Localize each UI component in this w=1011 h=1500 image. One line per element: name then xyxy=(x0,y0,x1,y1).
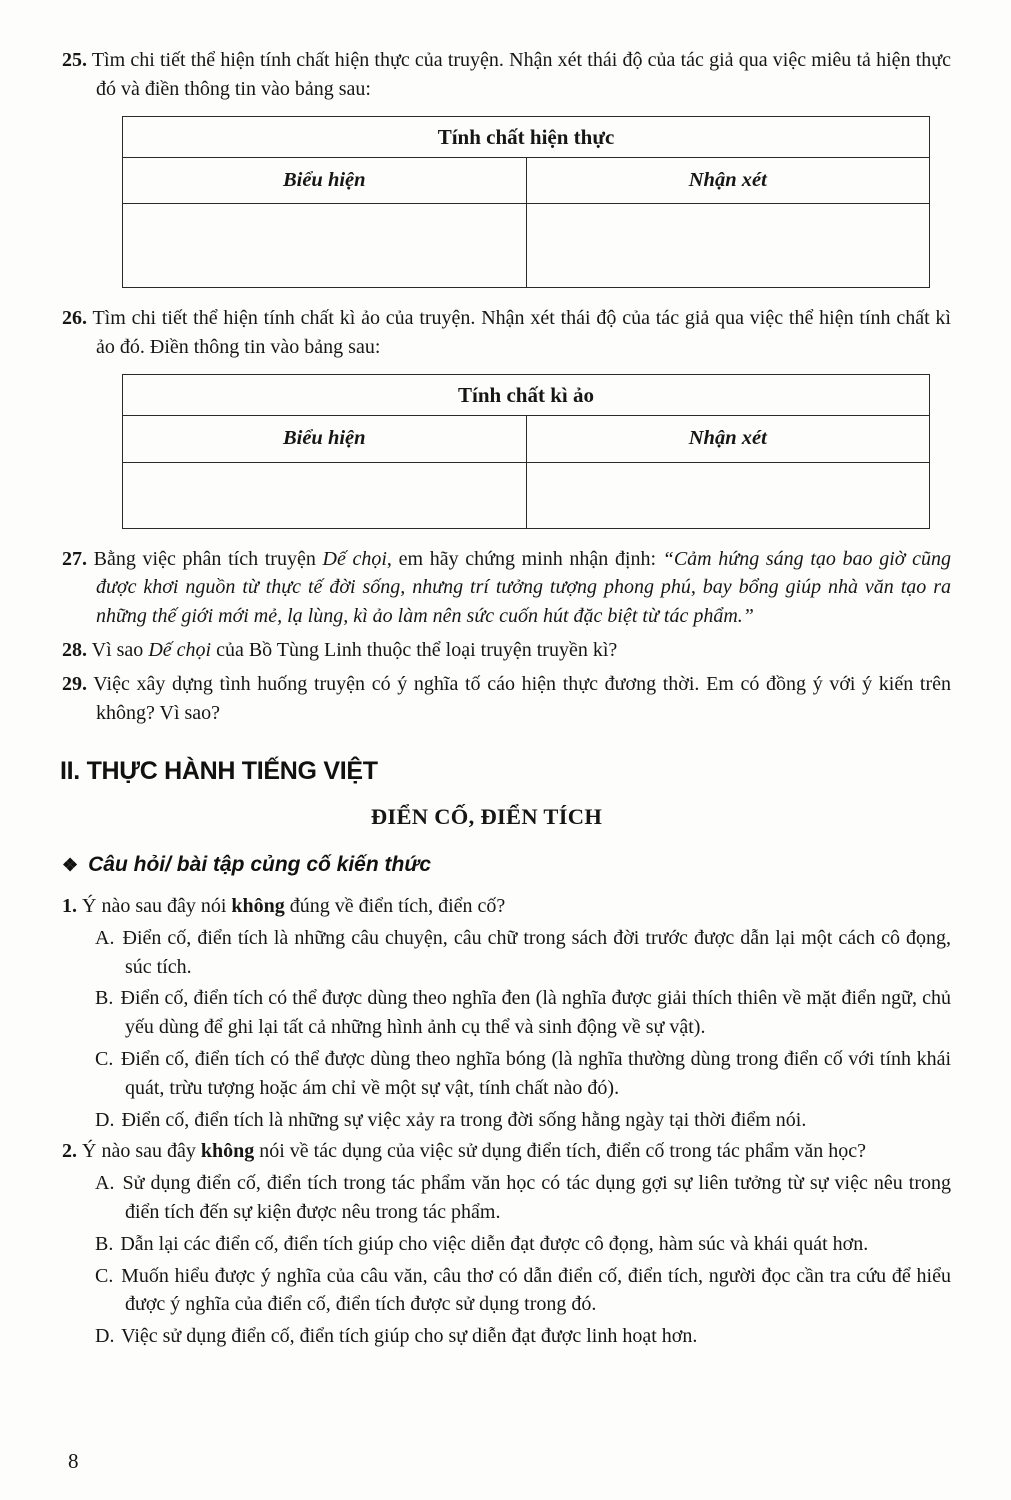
mcq-2-number: 2. xyxy=(62,1140,77,1163)
subheading-cau-hoi-bai-tap xyxy=(62,850,951,880)
option-text: Dẫn lại các điển cố, điển tích giúp cho việc diễn đạt được cô đọng, hàm súc và khái quát hơn. xyxy=(120,1232,869,1255)
mcq-2-options xyxy=(95,1169,951,1351)
question-26 xyxy=(62,304,951,528)
mcq-1-option-a xyxy=(95,924,951,982)
mcq-question-2 xyxy=(62,1137,951,1351)
option-text: Điển cố, điển tích là những sự việc xảy ra trong đời sống hằng ngày tại thời điểm nói. xyxy=(121,1108,807,1131)
table-tinh-chat-ki-ao xyxy=(122,374,930,529)
question-25 xyxy=(62,46,951,288)
mcq-2-stem-seg2: nói về tác dụng của việc sử dụng điển tích, điển cố trong tác phẩm văn học? xyxy=(254,1140,866,1163)
table-empty-cell-left xyxy=(123,204,527,288)
option-letter: D. xyxy=(95,1108,115,1131)
section-heading-thuc-hanh-tieng-viet: II. THỰC HÀNH TIẾNG VIỆT xyxy=(60,757,378,786)
table-title: Tính chất hiện thực xyxy=(123,116,930,157)
page-number: 8 xyxy=(68,1448,79,1473)
question-27 xyxy=(62,545,951,631)
mcq-2-option-b xyxy=(95,1230,951,1259)
question-28-seg1: Vì sao xyxy=(91,639,149,662)
question-28-number: 28. xyxy=(62,639,87,662)
mcq-1-stem-seg2: đúng về điển tích, điển cố? xyxy=(284,895,506,918)
question-27-number: 27. xyxy=(62,547,87,570)
mcq-1-stem xyxy=(62,892,951,921)
subheading-label: Câu hỏi/ bài tập củng cố kiến thức xyxy=(88,852,432,876)
table-empty-cell-right xyxy=(526,204,930,288)
diamond-cross-icon: ❖ xyxy=(62,854,79,875)
mcq-1-stem-seg1: Ý nào sau đây nói xyxy=(82,895,232,918)
table-empty-row xyxy=(123,462,930,528)
table-col-bieu-hien: Biểu hiện xyxy=(123,416,527,463)
question-27-quote: “Cảm hứng sáng tạo bao giờ cũng được khơi nguồn từ thực tế đời sống, nhưng trí tưởng tượng phong phú, bay bổng giúp nhà văn tạo ra những thế giới mới mẻ, lạ lùng, kì ảo làm nên sức cuốn hút đặc biệt từ tác phẩm.” xyxy=(96,547,951,628)
question-26-number: 26. xyxy=(62,307,87,330)
table-col-nhan-xet: Nhận xét xyxy=(526,157,930,204)
table-empty-cell-left xyxy=(123,462,527,528)
question-26-text xyxy=(62,304,951,362)
mcq-1-options xyxy=(95,924,951,1135)
mcq-1-stem-bold: không xyxy=(231,895,285,918)
mcq-1-option-d xyxy=(95,1106,951,1135)
option-letter: B. xyxy=(95,1232,114,1255)
option-text: Việc sử dụng điển cố, điển tích giúp cho sự diễn đạt được linh hoạt hơn. xyxy=(121,1325,698,1348)
option-text: Muốn hiểu được ý nghĩa của câu văn, câu thơ có dẫn điển cố, điển tích, người đọc cần tra cứu để hiểu được ý nghĩa của điển cố, điển tích được sử dụng trong đó. xyxy=(121,1264,951,1316)
question-29 xyxy=(62,670,951,728)
mcq-question-1 xyxy=(62,892,951,1134)
option-letter: A. xyxy=(95,1172,115,1195)
option-text: Điển cố, điển tích có thể được dùng theo nghĩa bóng (là nghĩa thường dùng trong điển cố với tính khái quát, trừu tượng hoặc ám chỉ về một sự vật, tính chất nào đó). xyxy=(120,1048,952,1099)
option-text: Điển cố, điển tích có thể được dùng theo nghĩa đen (là nghĩa được giải thích thiên về mặt điển ngữ, chủ yếu dùng để ghi lại tất cả những hình ảnh cụ thể và sinh động về sự vật). xyxy=(120,987,951,1039)
mcq-1-option-c xyxy=(95,1045,951,1103)
option-letter: B. xyxy=(95,987,114,1010)
question-25-text xyxy=(62,46,951,104)
question-25-number: 25. xyxy=(62,49,87,71)
topic-title-dien-co-dien-tich: ĐIỂN CỐ, ĐIỂN TÍCH xyxy=(370,804,603,830)
question-28-seg2: của Bồ Tùng Linh thuộc thể loại truyện truyền kì? xyxy=(211,639,618,662)
table-title-row xyxy=(123,374,930,415)
option-text: Sử dụng điển cố, điển tích trong tác phẩm văn học có tác dụng gợi sự liên tưởng từ sự việc nêu trong điển tích đến sự kiện được nêu trong tác phẩm. xyxy=(122,1172,952,1224)
mcq-2-option-c xyxy=(95,1262,951,1320)
question-29-number: 29. xyxy=(62,672,87,695)
question-26-body: Tìm chi tiết thể hiện tính chất kì ảo của truyện. Nhận xét thái độ của tác giả qua việc thể hiện tính chất kì ảo đó. Điền thông tin vào bảng sau: xyxy=(92,307,951,359)
table-empty-cell-right xyxy=(526,462,930,528)
mcq-2-option-a xyxy=(95,1169,951,1227)
table-title-row xyxy=(123,116,930,157)
question-25-body: Tìm chi tiết thể hiện tính chất hiện thực của truyện. Nhận xét thái độ của tác giả qua việc miêu tả hiện thực đó và điền thông tin vào bảng sau: xyxy=(91,49,952,100)
table-col-bieu-hien: Biểu hiện xyxy=(123,157,527,204)
option-letter: C. xyxy=(95,1048,114,1071)
table-col-nhan-xet: Nhận xét xyxy=(526,416,930,463)
question-28 xyxy=(62,636,951,665)
mcq-2-stem-bold: không xyxy=(200,1140,255,1163)
table-header-row xyxy=(123,157,930,204)
table-tinh-chat-hien-thuc xyxy=(122,116,930,289)
table-header-row xyxy=(123,416,930,463)
story-title-italic: Dế chọi xyxy=(148,639,212,662)
mcq-2-option-d xyxy=(95,1322,951,1351)
mcq-2-stem xyxy=(62,1137,951,1166)
mcq-1-number: 1. xyxy=(62,895,77,918)
mcq-1-option-b xyxy=(95,984,951,1042)
table-title: Tính chất kì ảo xyxy=(123,374,930,415)
mcq-2-stem-seg1: Ý nào sau đây xyxy=(82,1140,201,1163)
option-text: Điển cố, điển tích là những câu chuyện, câu chữ trong sách đời trước được dẫn lại một cách cô đọng, súc tích. xyxy=(122,926,952,978)
question-27-seg1: Bằng việc phân tích truyện xyxy=(93,547,323,570)
story-title-italic: Dế chọi xyxy=(322,547,387,570)
question-29-body: Việc xây dựng tình huống truyện có ý nghĩa tố cáo hiện thực đương thời. Em có đồng ý với ý kiến trên không? Vì sao? xyxy=(93,672,951,724)
option-letter: A. xyxy=(95,926,115,949)
table-empty-row xyxy=(123,204,930,288)
question-27-seg2: , em hãy chứng minh nhận định: xyxy=(386,547,663,570)
option-letter: D. xyxy=(95,1325,115,1348)
option-letter: C. xyxy=(95,1264,114,1287)
